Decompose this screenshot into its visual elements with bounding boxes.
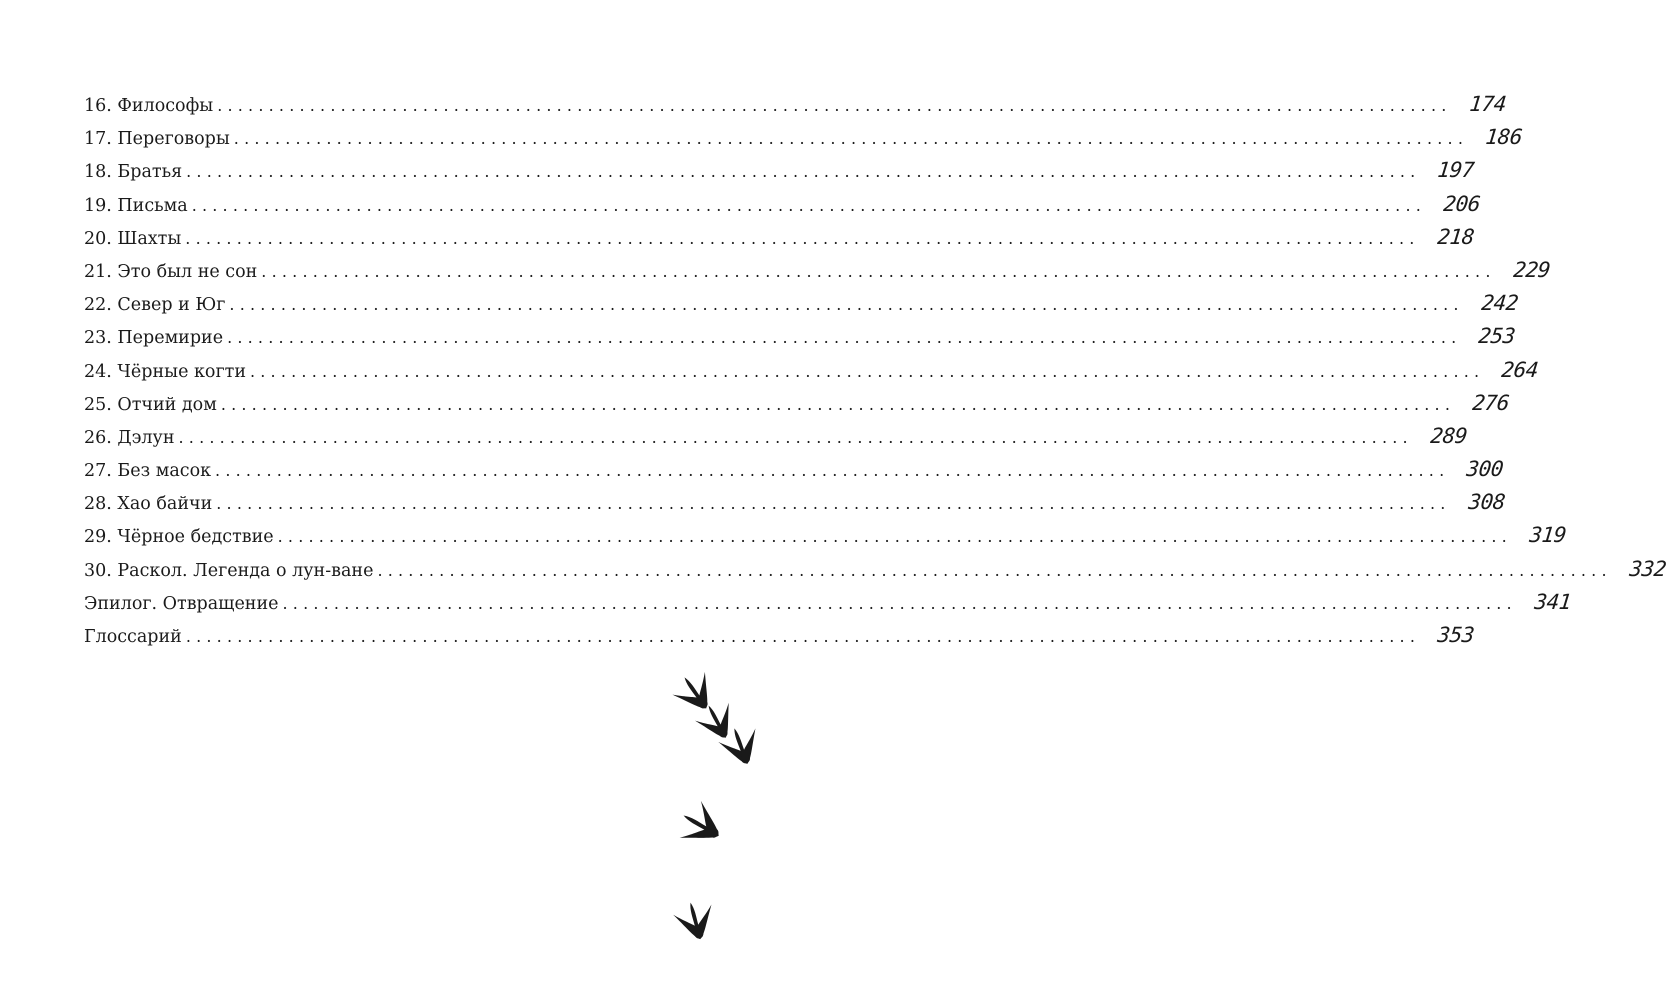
toc-leader-dots: ........................................................................................................................ (233, 129, 1469, 149)
toc-entry (84, 486, 1506, 519)
toc-entry (84, 387, 1511, 420)
toc-entry (84, 453, 1505, 486)
toc-entry (84, 254, 1551, 287)
toc-entry (84, 154, 1476, 187)
bird-footprint-icon (716, 724, 770, 780)
toc-entry (84, 553, 1668, 586)
toc-entry-page: 229 (1511, 257, 1551, 282)
toc-entry-title: Эпилог. Отвращение (84, 593, 279, 614)
toc-entry (84, 287, 1520, 320)
toc-leader-dots: ........................................................................................................................ (217, 96, 1452, 115)
toc-entry-page: 289 (1429, 423, 1469, 448)
toc-leader-dots: ........................................................................................................................ (229, 295, 1464, 315)
toc-leader-dots: ........................................................................................................................ (186, 162, 1421, 182)
toc-leader-dots: ........................................................................................................................ (178, 427, 1413, 447)
footprint-ornaments (660, 660, 780, 960)
toc-entry (84, 188, 1482, 221)
toc-entry (84, 121, 1524, 154)
toc-entry-page: 253 (1477, 324, 1517, 349)
toc-entry-page: 353 (1436, 623, 1476, 647)
toc-entry (84, 354, 1540, 387)
toc-leader-dots: ........................................................................................................................ (377, 560, 1612, 580)
toc-entry-page: 332 (1628, 556, 1668, 581)
toc-leader-dots: ........................................................................................................................ (282, 593, 1517, 613)
toc-entry-page: 300 (1465, 457, 1505, 482)
toc-entry (84, 320, 1517, 353)
toc-entry-page: 319 (1528, 523, 1568, 548)
toc-entry-title: 22. Север и Юг (84, 295, 226, 316)
toc-leader-dots: ........................................................................................................................ (227, 328, 1462, 348)
toc-entry (84, 619, 1476, 652)
toc-leader-dots: ........................................................................................................................ (277, 527, 1512, 547)
toc-entry-page: 218 (1435, 224, 1475, 249)
bird-footprint-icon (678, 800, 736, 858)
toc-leader-dots: ........................................................................................................................ (216, 494, 1451, 514)
toc-entry-page: 186 (1484, 125, 1524, 150)
toc-entry-page: 206 (1442, 191, 1482, 216)
toc-entry-title: 19. Письма (84, 195, 188, 216)
toc-entry-title: 23. Перемирие (84, 328, 224, 349)
toc-entry-title: 27. Без масок (84, 461, 212, 482)
toc-entry-page: 174 (1467, 92, 1507, 116)
toc-entry-page: 242 (1480, 291, 1520, 316)
toc-entry (84, 221, 1475, 254)
toc-leader-dots: ........................................................................................................................ (185, 627, 1421, 646)
toc-entry-title: 29. Чёрное бедствие (84, 527, 274, 548)
toc-entry-page: 264 (1500, 357, 1540, 382)
toc-entry-title: 17. Переговоры (84, 129, 230, 150)
toc-entry-title: 26. Дэлун (84, 427, 175, 448)
toc-leader-dots: ........................................................................................................................ (261, 261, 1496, 281)
toc-entry-page: 341 (1533, 589, 1573, 614)
toc-entry (84, 420, 1469, 453)
toc-entry-page: 276 (1471, 390, 1511, 415)
toc-entry (84, 586, 1573, 619)
toc-entry-title: 30. Раскол. Легенда о лун-ване (84, 560, 374, 581)
toc-leader-dots: ........................................................................................................................ (185, 228, 1420, 248)
toc-leader-dots: ........................................................................................................................ (191, 195, 1427, 215)
toc-leader-dots: ........................................................................................................................ (220, 394, 1456, 414)
toc-entry-title: 28. Хао байчи (84, 494, 213, 515)
bird-footprint-icon (670, 900, 724, 954)
toc-entry-title: 16. Философы (84, 96, 214, 116)
toc-entry-title: 24. Чёрные когти (84, 361, 246, 382)
toc-entry (84, 519, 1568, 552)
toc-entry-title: Глоссарий (84, 627, 182, 647)
toc-entry (84, 88, 1507, 121)
toc-entry-title: 20. Шахты (84, 228, 182, 249)
toc-entry-page: 197 (1436, 158, 1476, 183)
toc-entry-title: 25. Отчий дом (84, 394, 217, 415)
table-of-contents (84, 88, 1668, 652)
toc-leader-dots: ........................................................................................................................ (215, 461, 1450, 481)
toc-entry-title: 18. Братья (84, 162, 183, 183)
toc-entry-title: 21. Это был не сон (84, 261, 258, 282)
toc-entry-page: 308 (1466, 490, 1506, 515)
toc-leader-dots: ........................................................................................................................ (249, 361, 1485, 381)
